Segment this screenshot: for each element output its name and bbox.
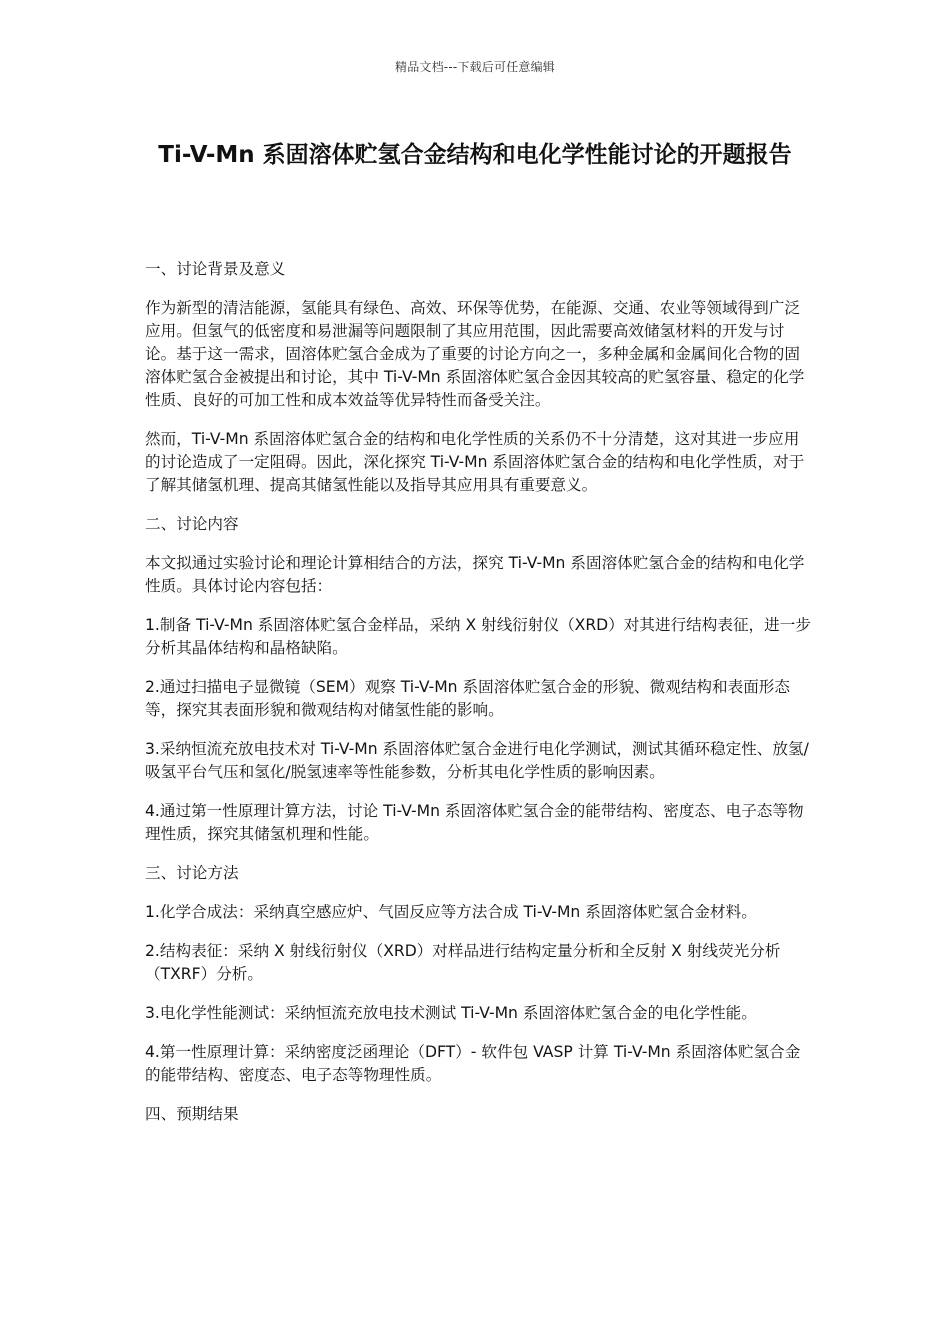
paragraph: 作为新型的清洁能源，氢能具有绿色、高效、环保等优势，在能源、交通、农业等领域得到广泛应用。但氢气的低密度和易泄漏等问题限制了其应用范围，因此需要高效储氢材料的开发与讨论。基于这一需求，固溶体贮氢合金成为了重要的讨论方向之一，多种金属和金属间化合物的固溶体贮氢合金被提出和讨论，其中 Ti-V-Mn 系固溶体贮氢合金因其较高的贮氢容量、稳定的化学性质、良好的可加工性和成本效益等优异特性而备受关注。 — [145, 299, 805, 409]
list-item: 3.采纳恒流充放电技术对 Ti-V-Mn 系固溶体贮氢合金进行电化学测试，测试其循环稳定性、放氢/吸氢平台气压和氢化/脱氢速率等性能参数，分析其电化学性质的影响因素。 — [145, 740, 809, 781]
list-item: 1.制备 Ti-V-Mn 系固溶体贮氢合金样品，采纳 X 射线衍射仪（XRD）对其进行结构表征，进一步分析其晶体结构和晶格缺陷。 — [145, 616, 811, 657]
paragraph: 本文拟通过实验讨论和理论计算相结合的方法，探究 Ti-V-Mn 系固溶体贮氢合金的结构和电化学性质。具体讨论内容包括： — [145, 554, 805, 595]
document-body — [145, 258, 813, 1142]
document-title: Ti-V-Mn 系固溶体贮氢合金结构和电化学性能讨论的开题报告 — [158, 142, 792, 168]
list-item: 4.第一性原理计算：采纳密度泛函理论（DFT）- 软件包 VASP 计算 Ti-V-Mn 系固溶体贮氢合金的能带结构、密度态、电子态等物理性质。 — [145, 1043, 801, 1084]
section-heading-methods: 三、讨论方法 — [145, 864, 239, 882]
list-item: 2.结构表征：采纳 X 射线衍射仪（XRD）对样品进行结构定量分析和全反射 X 射线荧光分析（TXRF）分析。 — [145, 942, 781, 983]
section-heading-content: 二、讨论内容 — [145, 515, 239, 533]
section-heading-background: 一、讨论背景及意义 — [145, 260, 286, 278]
list-item: 1.化学合成法：采纳真空感应炉、气固反应等方法合成 Ti-V-Mn 系固溶体贮氢合金材料。 — [145, 903, 757, 921]
paragraph: 然而，Ti-V-Mn 系固溶体贮氢合金的结构和电化学性质的关系仍不十分清楚，这对其进一步应用的讨论造成了一定阻碍。因此，深化探究 Ti-V-Mn 系固溶体贮氢合金的结构和电化学性质，对于了解其储氢机理、提高其储氢性能以及指导其应用具有重要意义。 — [145, 430, 805, 494]
list-item: 2.通过扫描电子显微镜（SEM）观察 Ti-V-Mn 系固溶体贮氢合金的形貌、微观结构和表面形态等，探究其表面形貌和微观结构对储氢性能的影响。 — [145, 678, 790, 719]
section-heading-expected-results: 四、预期结果 — [145, 1105, 239, 1123]
list-item: 4.通过第一性原理计算方法，讨论 Ti-V-Mn 系固溶体贮氢合金的能带结构、密度态、电子态等物理性质，探究其储氢机理和性能。 — [145, 802, 804, 843]
header-note: 精品文档---下载后可任意编辑 — [395, 60, 555, 74]
list-item: 3.电化学性能测试：采纳恒流充放电技术测试 Ti-V-Mn 系固溶体贮氢合金的电化学性能。 — [145, 1004, 757, 1022]
